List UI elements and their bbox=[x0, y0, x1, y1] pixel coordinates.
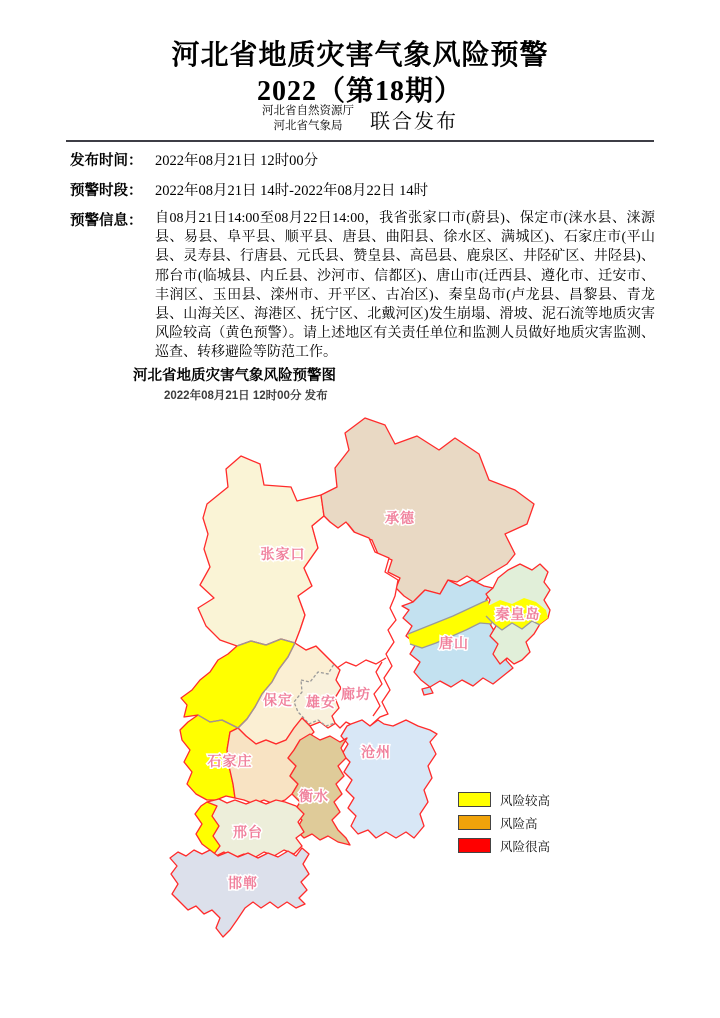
legend-label-veryhigh: 风险很高 bbox=[500, 839, 551, 854]
legend-swatch-yellow bbox=[458, 792, 491, 807]
legend-swatch-orange bbox=[458, 815, 491, 830]
hebei-map-svg bbox=[88, 410, 668, 945]
map-label-shijiazhuang: 石家庄 bbox=[207, 753, 253, 769]
map-label-chengde: 承德 bbox=[385, 510, 415, 526]
legend-row-medium bbox=[458, 788, 550, 811]
publisher-joint-label: 联合发布 bbox=[370, 110, 458, 133]
release-time-value: 2022年08月21日 12时00分 bbox=[155, 153, 319, 169]
doc-title-line1: 河北省地质灾害气象风险预警 bbox=[171, 40, 549, 71]
map-label-zhangjiakou: 张家口 bbox=[260, 546, 306, 562]
warning-period-label: 预警时段： bbox=[70, 183, 143, 199]
map-label-cangzhou: 沧州 bbox=[361, 744, 391, 760]
publisher-block bbox=[0, 104, 720, 134]
legend-swatch-red bbox=[458, 838, 491, 853]
region-cangzhou bbox=[341, 720, 437, 838]
map-label-qinhuangdao-yellow-band: 秦皇岛 bbox=[495, 606, 541, 622]
warning-period-value: 2022年08月21日 14时-2022年08月22日 14时 bbox=[155, 183, 429, 199]
legend-row-veryhigh bbox=[458, 834, 550, 857]
map-legend bbox=[458, 788, 550, 857]
warning-info-label: 预警信息： bbox=[70, 213, 143, 229]
header-divider bbox=[66, 140, 654, 142]
legend-label-high: 风险高 bbox=[500, 816, 538, 831]
map-label-handan: 邯郸 bbox=[228, 875, 258, 891]
map-label-tangshan: 唐山 bbox=[439, 635, 469, 651]
warning-info-text: 自08月21日14:00至08月22日14:00，我省张家口市(蔚县)、保定市(涞水县、涞源县、易县、阜平县、顺平县、唐县、曲阳县、徐水区、满城区)、石家庄市(平山县、灵寿县、行唐县、元氏县、赞皇县、高邑县、鹿泉区、井陉矿区、井陉县)、邢台市(临城县、内丘县、沙河市、信都区)、唐山市(迁西县、遵化市、迁安市、丰润区、玉田县、滦州市、开平区、古冶区)、秦皇岛市(卢龙县、昌黎县、青龙县、山海关区、海港区、抚宁区、北戴河区)发生崩塌、滑坡、泥石流等地质灾害风险较高（黄色预警）。请上述地区有关责任单位和监测人员做好地质灾害监测、巡查、转移避险等防范工作。 bbox=[155, 211, 655, 361]
hebei-risk-map bbox=[88, 410, 668, 945]
map-label-baoding: 保定 bbox=[263, 692, 293, 708]
publisher-org-2: 河北省气象局 bbox=[273, 120, 343, 132]
map-label-hengshui: 衡水 bbox=[299, 788, 329, 804]
region-handan bbox=[170, 848, 309, 937]
map-label-beijing-tianjin-langfang: 廊坊 bbox=[341, 686, 371, 702]
publisher-orgs bbox=[262, 104, 354, 134]
release-time-label: 发布时间： bbox=[70, 153, 143, 169]
legend-row-high bbox=[458, 811, 550, 834]
legend-label-medium: 风险较高 bbox=[500, 793, 551, 808]
publisher-org-1: 河北省自然资源厅 bbox=[262, 105, 354, 117]
doc-title-line2: 2022（第18期） bbox=[256, 76, 463, 107]
map-label-xingtai: 邢台 bbox=[233, 824, 263, 840]
map-label-xiongan: 雄安 bbox=[306, 694, 336, 710]
map-subtitle: 2022年08月21日 12时00分 发布 bbox=[164, 390, 328, 402]
region-tangshan-island bbox=[422, 687, 433, 695]
map-title: 河北省地质灾害气象风险预警图 bbox=[133, 368, 336, 384]
